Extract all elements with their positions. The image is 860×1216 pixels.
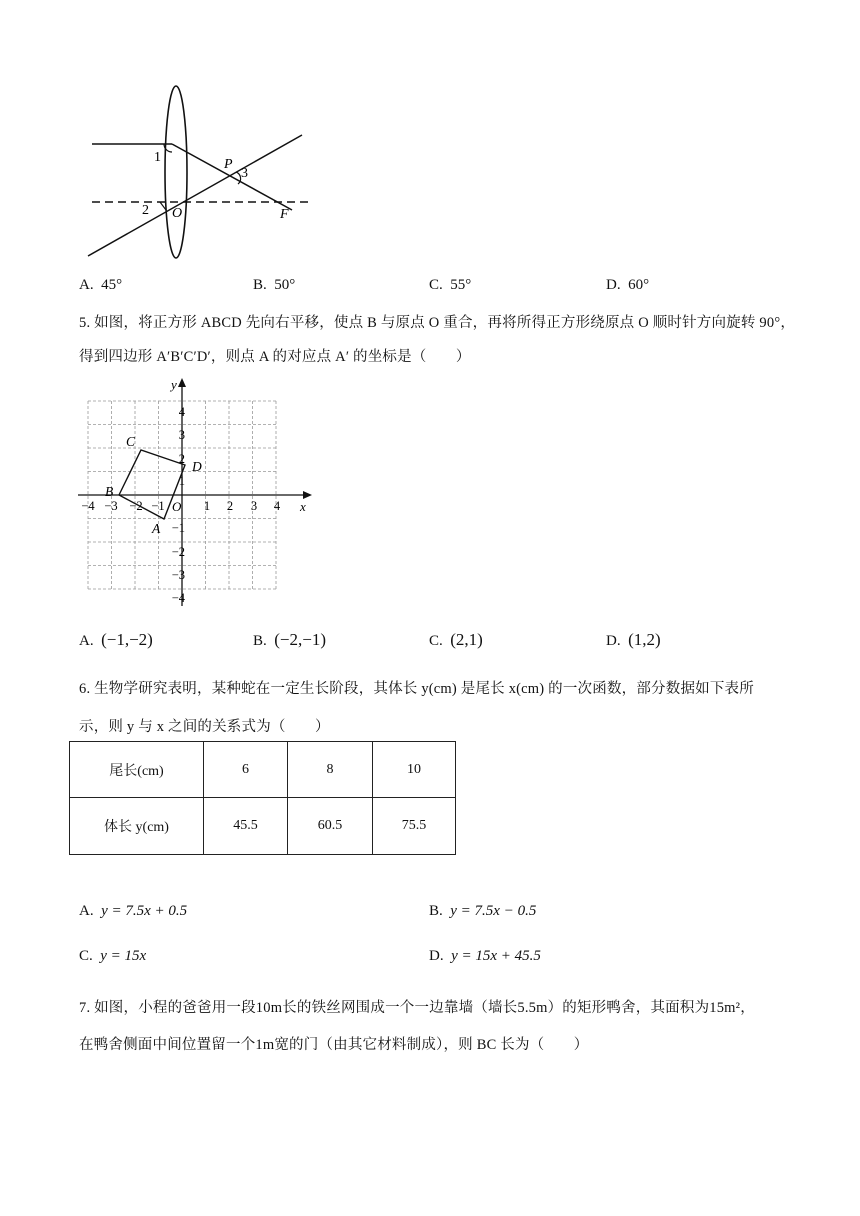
table-cell: 75.5 (373, 798, 456, 855)
table-cell: 6 (204, 742, 288, 798)
q5-option-c[interactable]: C. (2,1) (429, 630, 483, 649)
q5-option-b[interactable]: B. (−2,−1) (253, 630, 327, 649)
y-axis-arrow (178, 378, 186, 387)
coordinate-grid-figure (74, 372, 324, 612)
x-axis-arrow (303, 491, 312, 499)
x-tick-label: 2 (226, 499, 234, 513)
q5-option-d[interactable]: D. (1,2) (606, 630, 661, 649)
table-row (70, 742, 456, 798)
angle-1-label: 1 (154, 150, 161, 165)
refracted-ray (172, 144, 292, 210)
data-table (69, 741, 456, 855)
q7-question-line1: 7. 如图，小程的爸爸用一段10m长的铁丝网围成一个一边靠墙（墙长5.5m）的矩形鸭舍，其面积为15m²， (79, 1000, 755, 1016)
q5-option-a[interactable]: A. (−1,−2) (79, 630, 153, 649)
angle-3-mark (236, 172, 241, 184)
ray-through-o (88, 135, 302, 256)
table-cell: 45.5 (204, 798, 288, 855)
table-cell: 体长 y(cm) (70, 798, 204, 855)
q4-option-d[interactable]: D. 60° (606, 277, 650, 293)
x-tick-label: 3 (250, 499, 258, 513)
table-cell: 尾长(cm) (70, 742, 204, 798)
y-tick-label: 4 (178, 405, 185, 419)
table-cell: 10 (373, 742, 456, 798)
table-cell: 60.5 (288, 798, 373, 855)
x-tick-label: −4 (81, 499, 95, 513)
q4-option-a[interactable]: A. 45° (79, 277, 123, 293)
q6-option-b[interactable]: B. y = 7.5x − 0.5 (429, 903, 537, 919)
y-tick-label: −4 (171, 591, 185, 605)
angle-3-label: 3 (241, 166, 248, 181)
x-tick-label: −3 (104, 499, 118, 513)
point-o-label: O (172, 206, 183, 221)
q6-option-c[interactable]: C. y = 15x (79, 948, 147, 964)
x-tick-label: −1 (151, 499, 165, 513)
q6-option-a[interactable]: A. y = 7.5x + 0.5 (79, 903, 188, 919)
y-tick-label: 1 (178, 474, 185, 488)
point-f-label: F (280, 207, 289, 222)
x-axis-label: x (300, 499, 306, 514)
point-d-label: D (192, 459, 202, 474)
point-a-label: A (152, 521, 161, 536)
angle-2-label: 2 (142, 203, 149, 218)
q4-option-c[interactable]: C. 55° (429, 277, 472, 293)
y-tick-label: 3 (178, 428, 185, 442)
q5-question-line1: 5. 如图，将正方形 ABCD 先向右平移，使点 B 与原点 O 重合，再将所得正方形绕原点 O 顺时针方向旋转 90°， (79, 315, 796, 331)
y-axis-label: y (171, 377, 177, 392)
y-tick-label: 2 (178, 452, 185, 466)
table-row (70, 798, 456, 855)
point-b-label: B (105, 484, 114, 499)
origin-label: O (172, 499, 182, 514)
point-p-label: P (224, 157, 233, 172)
q6-question-line2: 示，则 y 与 x 之间的关系式为（ ） (79, 719, 330, 735)
table-cell: 8 (288, 742, 373, 798)
x-tick-label: 1 (203, 499, 211, 513)
point-c-label: C (126, 434, 136, 449)
y-tick-label: −3 (171, 568, 185, 582)
q6-option-d[interactable]: D. y = 15x + 45.5 (429, 948, 541, 964)
q6-question-line1: 6. 生物学研究表明，某种蛇在一定生长阶段，其体长 y(cm) 是尾长 x(cm) 的一次函数，部分数据如下表所 (79, 681, 754, 697)
y-tick-label: −2 (171, 545, 185, 559)
q4-option-b[interactable]: B. 50° (253, 277, 296, 293)
x-tick-label: 4 (273, 499, 281, 513)
x-tick-label: −2 (129, 499, 143, 513)
q5-question-line2: 得到四边形 A′B′C′D′，则点 A 的对应点 A′ 的坐标是（ ） (79, 349, 471, 365)
q7-question-line2: 在鸭舍侧面中间位置留一个1m宽的门（由其它材料制成），则 BC 长为（ ） (79, 1037, 589, 1053)
lens-figure (80, 80, 330, 265)
y-tick-label: −1 (171, 521, 185, 535)
lens-ellipse (165, 86, 187, 258)
